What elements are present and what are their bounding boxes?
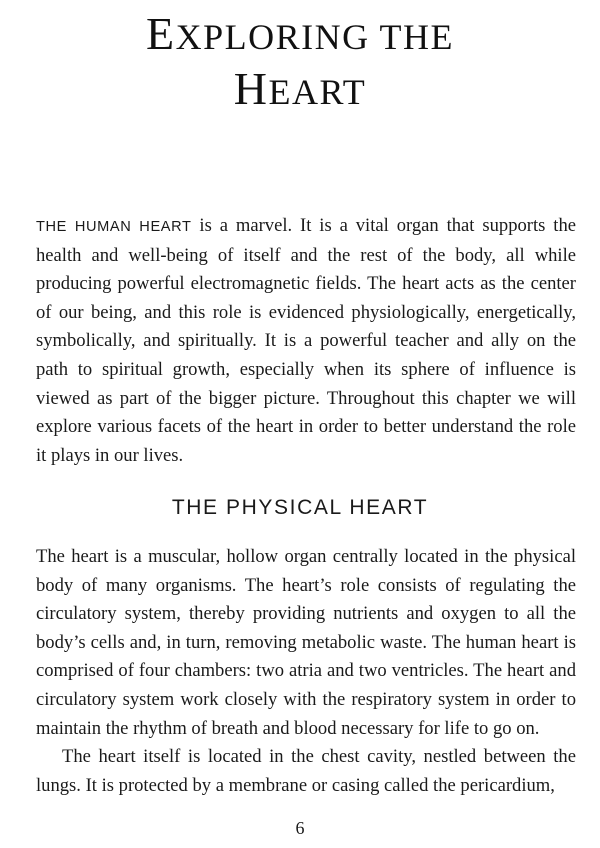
- intro-text: [36, 212, 576, 470]
- body-paragraph: The heart is a muscular, hollow organ centrally located in the physical body of many organisms. The heart’s role consists of regulating the circulatory system, thereby providing nutrients and oxygen to all the body’s cells and, in turn, removing metabolic waste. The human heart is comprised of four chambers: two atria and two ventricles. The heart and circulatory system work closely with the respiratory system in order to maintain the rhythm of breath and blood necessary for life to go on.: [36, 546, 576, 739]
- page-number: 6: [295, 818, 305, 838]
- intro-lead-in: THE HUMAN HEART: [36, 219, 192, 235]
- chapter-title-initial: H: [233, 63, 269, 114]
- intro-body: is a marvel. It is a vital organ that supports the health and well-being of itself and the rest of the body, all while producing powerful electromagnetic fields. The heart acts as the center of our being, and this role is evidenced physiologically, energetically, symbolically, and spiritually. It is a powerful teacher and ally on the path to spiritual growth, especially when its sphere of influence is viewed as part of the bigger picture. Throughout this chapter we will explore various facets of the heart in order to better understand the role it plays in our lives.: [36, 215, 576, 466]
- body-paragraph: The heart itself is located in the chest cavity, nestled between the lungs. It is protected by a membrane or casing called the pericardium,: [36, 746, 576, 796]
- section-body: [36, 543, 576, 800]
- chapter-title-text: XPLORING THE: [175, 17, 454, 57]
- chapter-title-line-1: [0, 8, 600, 63]
- chapter-title-initial: E: [146, 8, 176, 59]
- section-heading: THE PHYSICAL HEART: [171, 496, 429, 519]
- chapter-title: [0, 8, 600, 118]
- chapter-title-text: EART: [268, 72, 367, 112]
- chapter-title-line-2: [0, 63, 600, 118]
- intro-paragraph: [36, 212, 576, 470]
